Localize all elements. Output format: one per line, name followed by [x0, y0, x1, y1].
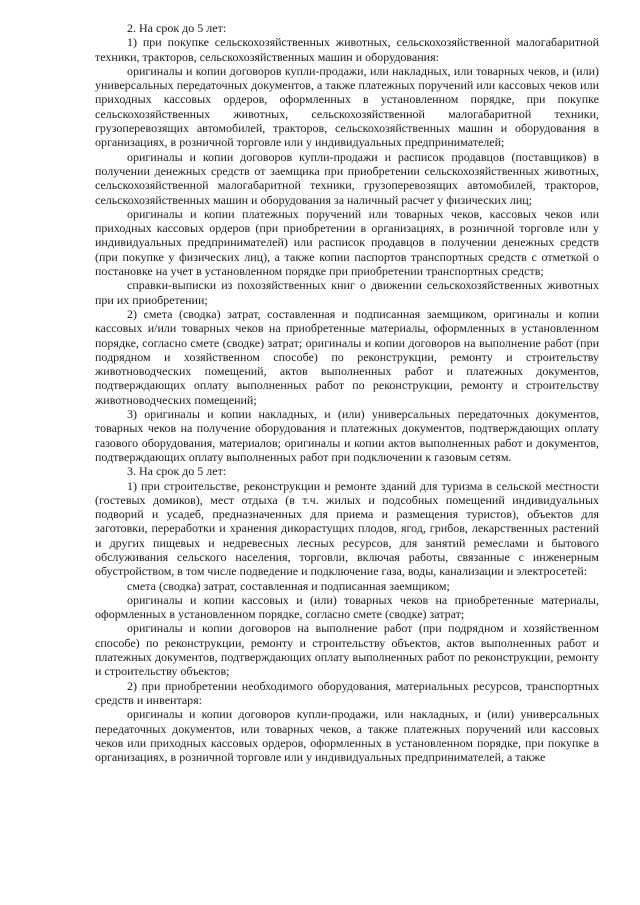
paragraph-payment-documents: оригиналы и копии платежных поручений или товарных чеков, кассовых чеков или приходных кассовых ордеров (при приобретении в организациях, в розничной торговле или у индивидуальных предпринимателей) или расписок продавцов в получении денежных средств (при покупке у физических лиц), а также копии паспортов транспортных средств с отметкой о постановке на учет в установленном порядке при приобретении транспортных средств;	[95, 206, 599, 279]
paragraph-purchase-documents: оригиналы и копии договоров купли-продажи, или накладных, или товарных чеков, и (или) универсальных передаточных документов, а также платежных поручений или кассовых чеков или приходных кассовых ордеров, оформленных в установленном порядке, при покупке сельскохозяйственных животных, сельскохозяйственной малогабаритной техники, грузоперевозящих автомобилей, тракторов, сельскохозяйственных машин и оборудования в организациях, в розничной торговле или у индивидуальных предпринимателей;	[95, 63, 599, 150]
paragraph-household-book-extracts: справки-выписки из похозяйственных книг о движении сельскохозяйственных животных при их приобретении;	[95, 278, 599, 307]
paragraph-item-1-purchase: 1) при покупке сельскохозяйственных животных, сельскохозяйственной малогабаритной техники, тракторов, сельскохозяйственных машин и оборудования:	[95, 35, 599, 64]
paragraph-materials-receipts: оригиналы и копии кассовых и (или) товарных чеков на приобретенные материалы, оформленных в установленном порядке, согласно смете (сводке) затрат;	[95, 592, 599, 622]
paragraph-cost-estimate: смета (сводка) затрат, составленная и подписанная заемщиком;	[127, 578, 450, 593]
paragraph-works-contracts: оригиналы и копии договоров на выполнение работ (при подрядном и хозяйственном способе) по реконструкции, ремонту и строительству объектов, актов выполненных работ и платежных документов, подтверждающих оплату выполненных работ по реконструкции, ремонту и строительству объектов;	[95, 621, 599, 679]
paragraph-cash-purchase-documents: оригиналы и копии договоров купли-продажи и расписок продавцов (поставщиков) в получении денежных средств от заемщика при приобретении сельскохозяйственных животных, сельскохозяйственной малогабаритной техники, грузоперевозящих автомобилей, тракторов, сельскохозяйственных машин и оборудования за наличный расчет у физических лиц;	[95, 149, 599, 207]
paragraph-item-2-estimate: 2) смета (сводка) затрат, составленная и подписанная заемщиком, оригиналы и копии кассовых и/или товарных чеков на приобретенные материалы, оформленных в установленном порядке, согласно смете (сводке) затрат; оригиналы и копии договоров на выполнение работ (при подрядном и хозяйственном способе) по реконструкции, ремонту и строительству животноводческих помещений, актов выполненных работ и платежных документов, подтверждающих оплату выполненных работ по реконструкции, ремонту и строительству животноводческих помещений;	[95, 306, 599, 407]
paragraph-item-2-equipment: 2) при приобретении необходимого оборудования, материальных ресурсов, транспортных средств и инвентаря:	[95, 678, 599, 707]
paragraph-section-2-heading: 2. На срок до 5 лет:	[127, 21, 227, 35]
paragraph-item-1-tourism-construction: 1) при строительстве, реконструкции и ремонте зданий для туризма в сельской местности (гостевых домиков), мест отдыха (в т.ч. жилых и подсобных помещений индивидуальных подворий и усадеб, предназначенных для приема и размещения туристов), объектов для заготовки, переработки и хранения дикорастущих плодов, ягод, грибов, лекарственных растений и других пищевых и недревесных лесных ресурсов, для занятий ремеслами и бытового обслуживания сельского населения, торговли, включая работы, связанные с инженерным обустройством, в том числе подведение и подключение газа, воды, канализации и электросетей:	[95, 478, 599, 579]
paragraph-item-3-gas: 3) оригиналы и копии накладных, и (или) универсальных передаточных документов, товарных чеков на получение оборудования и платежных документов, подтверждающих оплату газового оборудования, материалов; оригиналы и копии актов выполненных работ и документов, подтверждающих оплату выполненных работ при подключении к газовым сетям.	[95, 407, 599, 464]
paragraph-section-3-heading: 3. На срок до 5 лет:	[127, 464, 227, 479]
paragraph-equipment-documents: оригиналы и копии договоров купли-продажи, или накладных, и (или) универсальных передаточных документов, или товарных чеков, а также платежных поручений или кассовых чеков или приходных кассовых ордеров, оформленных в установленном порядке, при покупке в организациях, в розничной торговле или у индивидуальных предпринимателей, а также	[95, 707, 599, 765]
